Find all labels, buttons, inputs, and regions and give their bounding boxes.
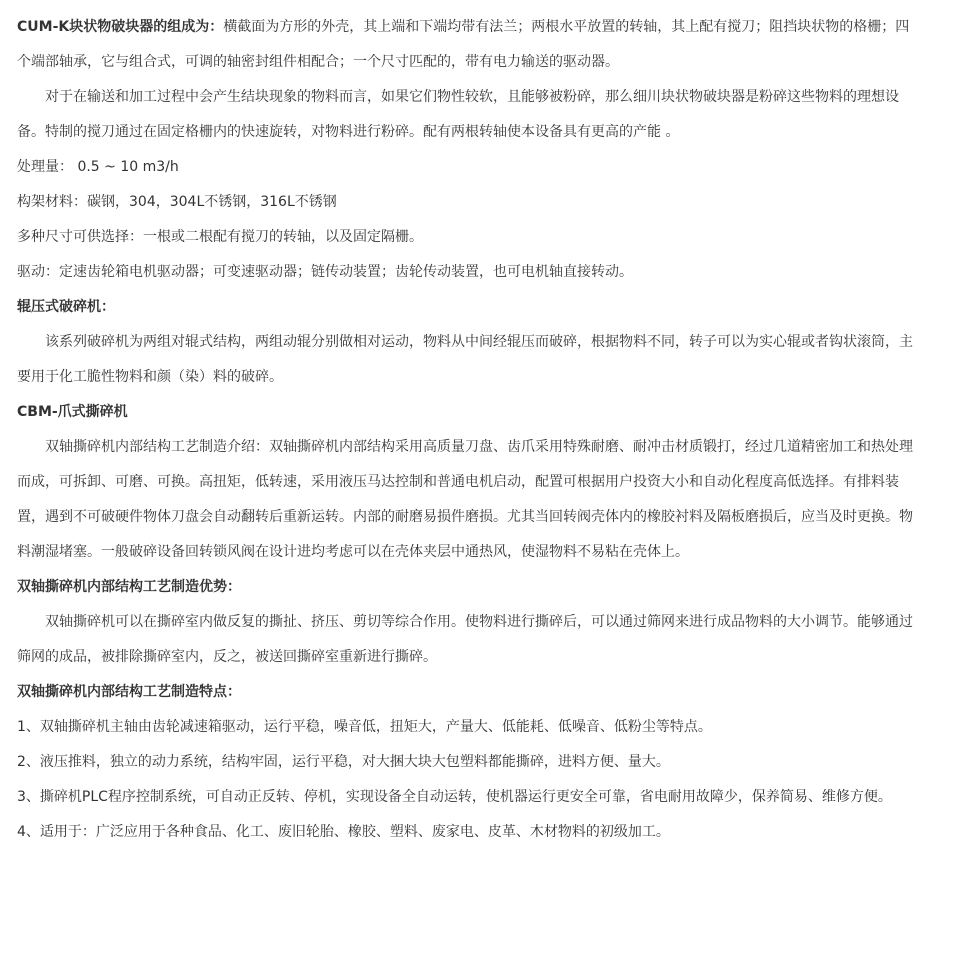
features-heading: 双轴撕碎机内部结构工艺制造特点：	[17, 684, 241, 700]
feature-item: 1、双轴撕碎机主轴由齿轮减速箱驱动，运行平稳，噪音低，扭矩大，产量大、低能耗、低噪音、低粉尘等特点。	[17, 719, 712, 735]
advantages-paragraph: 双轴撕碎机可以在撕碎室内做反复的撕扯、挤压、剪切等综合作用。使物料进行撕碎后，可以通过筛网来进行成品物料的大小调节。能够通过筛网的成品，被排除撕碎室内，反之，被送回撕碎室重新进行撕碎。	[17, 614, 913, 665]
intro-heading: CUM-K块状物破块器的组成为：	[17, 19, 224, 35]
spec-capacity: 处理量： 0.5 ~ 10 m3/h	[17, 159, 179, 175]
spec-material: 构架材料：碳钢，304，304L不锈钢，316L不锈钢	[17, 194, 337, 210]
feature-item: 2、液压推料，独立的动力系统，结构牢固，运行平稳，对大捆大块大包塑料都能撕碎，进料方便、量大。	[17, 754, 670, 770]
cbm-shredder-heading: CBM-爪式撕碎机	[17, 404, 128, 420]
advantages-heading: 双轴撕碎机内部结构工艺制造优势：	[17, 579, 241, 595]
lump-breaker-paragraph: 对于在输送和加工过程中会产生结块现象的物料而言，如果它们物性较软，且能够被粉碎，那么细川块状物破块器是粉碎这些物料的理想设备。特制的搅刀通过在固定格栅内的快速旋转，对物料进行粉碎。配有两根转轴使本设备具有更高的产能 。	[17, 89, 899, 140]
cbm-shredder-paragraph: 双轴撕碎机内部结构工艺制造介绍：双轴撕碎机内部结构采用高质量刀盘、齿爪采用特殊耐磨、耐冲击材质锻打，经过几道精密加工和热处理而成，可拆卸、可磨、可换。高扭矩，低转速，采用液压马达控制和普通电机启动，配置可根据用户投资大小和自动化程度高低选择。有排料装置，遇到不可破硬件物体刀盘会自动翻转后重新运转。内部的耐磨易损件磨损。尤其当回转阀壳体内的橡胶衬料及隔板磨损后，应当及时更换。物料潮湿堵塞。一般破碎设备回转锁风阀在设计进均考虑可以在壳体夹层中通热风，使湿物料不易粘在壳体上。	[17, 439, 913, 560]
roller-crusher-heading: 辊压式破碎机：	[17, 299, 115, 315]
spec-sizes: 多种尺寸可供选择：一根或二根配有搅刀的转轴，以及固定隔栅。	[17, 229, 423, 245]
intro-paragraph	[17, 10, 914, 80]
spec-drive: 驱动：定速齿轮箱电机驱动器；可变速驱动器；链传动装置；齿轮传动装置，也可电机轴直接转动。	[17, 264, 633, 280]
intro-text: 横截面为方形的外壳，其上端和下端均带有法兰；两根水平放置的转轴，其上配有搅刀；阻挡块状物的格栅；四个端部轴承，它与组合式，可调的轴密封组件相配合；一个尺寸匹配的，带有电力输送的驱动器。	[17, 19, 910, 70]
roller-crusher-paragraph: 该系列破碎机为两组对辊式结构，两组动辊分别做相对运动，物料从中间经辊压而破碎，根据物料不同，转子可以为实心辊或者钩状滚筒，主要用于化工脆性物料和颜（染）料的破碎。	[17, 334, 913, 385]
feature-item: 3、撕碎机PLC程序控制系统，可自动正反转、停机，实现设备全自动运转，使机器运行更安全可靠，省电耐用故障少，保养简易、维修方便。	[17, 789, 892, 805]
feature-item: 4、适用于：广泛应用于各种食品、化工、废旧轮胎、橡胶、塑料、废家电、皮革、木材物料的初级加工。	[17, 824, 670, 840]
